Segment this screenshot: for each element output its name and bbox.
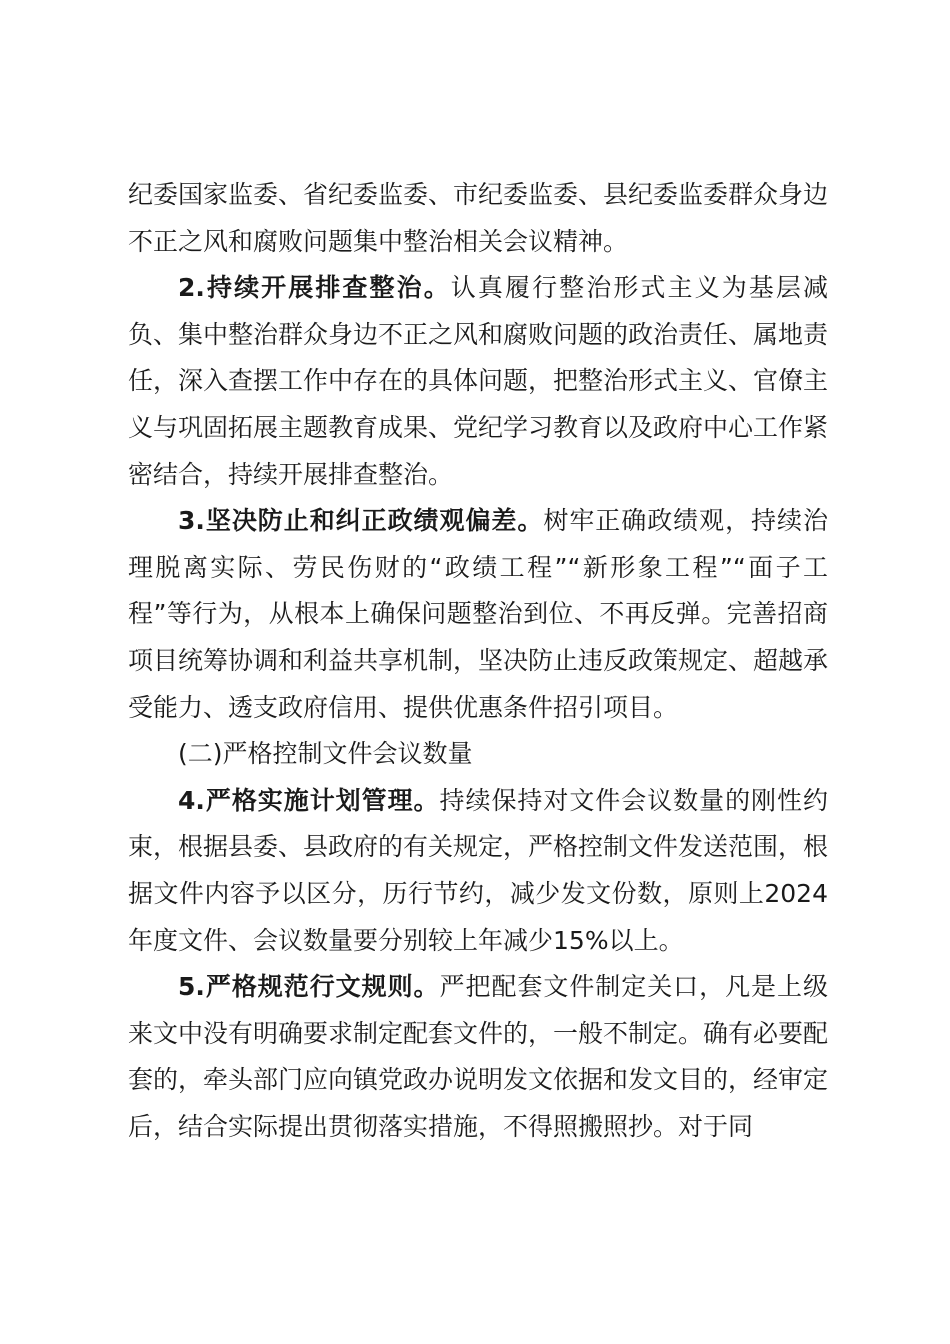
paragraph-item-3 [128, 498, 828, 731]
item-heading: 3.坚决防止和纠正政绩观偏差。 [178, 506, 544, 536]
paragraph-item-4 [128, 778, 828, 964]
paragraph-text: 持续保持对文件会议数量的刚性约束，根据县委、县政府的有关规定，严格控制文件发送范围，根据文件内容予以区分，历行节约，减少发文份数，原则上2024年度文件、会议数量要分别较上年减少15%以上。 [128, 785, 829, 955]
item-heading: 2.持续开展排查整治。 [178, 273, 451, 303]
document-body [128, 172, 828, 1150]
paragraph-text: 严把配套文件制定关口，凡是上级来文中没有明确要求制定配套文件的，一般不制定。确有必要配套的，牵头部门应向镇党政办说明发文依据和发文目的，经审定后，结合实际提出贯彻落实措施，不得照搬照抄。对于同 [128, 972, 829, 1141]
paragraph-text: 纪委国家监委、省纪委监委、市纪委监委、县纪委监委群众身边不正之风和腐败问题集中整治相关会议精神。 [128, 180, 829, 256]
item-heading: 4.严格实施计划管理。 [178, 785, 440, 815]
paragraph-item-2 [128, 265, 828, 498]
paragraph-text: 树牢正确政绩观，持续治理脱离实际、劳民伤财的“政绩工程”“新形象工程”“面子工程”等行为，从根本上确保问题整治到位、不再反弹。完善招商项目统筹协调和利益共享机制，坚决防止违反政策规定、超越承受能力、透支政府信用、提供优惠条件招引项目。 [128, 506, 829, 722]
section-title: (二)严格控制文件会议数量 [178, 739, 473, 769]
item-heading: 5.严格规范行文规则。 [178, 972, 440, 1002]
paragraph-continuation [128, 172, 828, 265]
paragraph-text: 认真履行整治形式主义为基层减负、集中整治群众身边不正之风和腐败问题的政治责任、属地责任，深入查摆工作中存在的具体问题，把整治形式主义、官僚主义与巩固拓展主题教育成果、党纪学习教育以及政府中心工作紧密结合，持续开展排查整治。 [128, 273, 829, 489]
paragraph-item-5 [128, 964, 828, 1150]
